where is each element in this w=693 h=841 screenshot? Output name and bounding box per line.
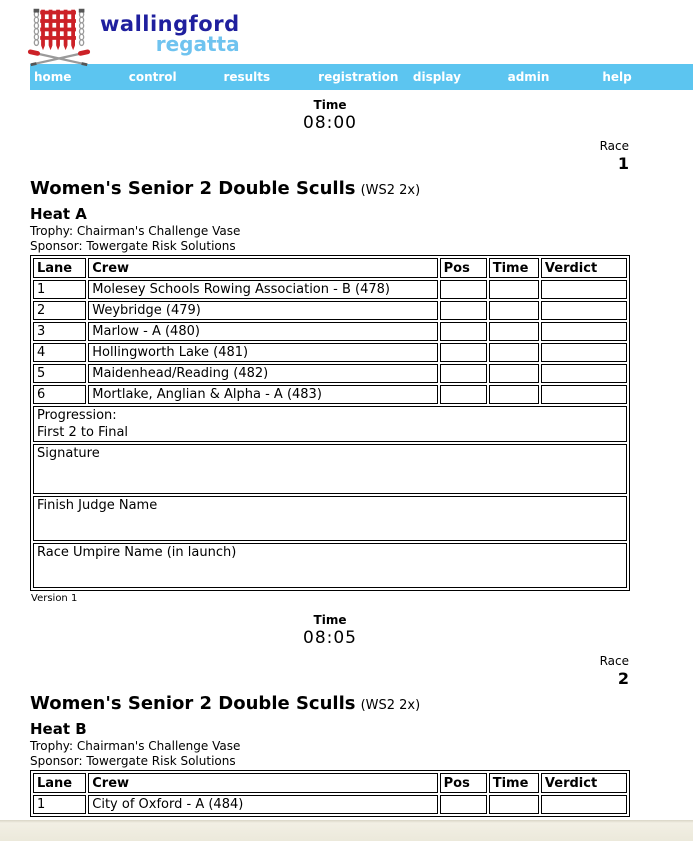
finish-judge-cell: Finish Judge Name (33, 496, 627, 541)
entries-table (30, 770, 630, 817)
heat-title: Heat A (30, 205, 87, 223)
finish-judge-row (33, 496, 627, 541)
verdict-cell (541, 301, 627, 320)
sponsor-line: Sponsor: Towergate Risk Solutions (30, 753, 236, 768)
page-header (0, 0, 693, 64)
time-value: 08:00 (303, 113, 357, 133)
time-cell (489, 795, 539, 814)
time-value: 08:05 (303, 628, 357, 648)
time-cell (489, 280, 539, 299)
signature-row (33, 444, 627, 494)
verdict-cell (541, 343, 627, 362)
table-row (33, 322, 627, 341)
col-header-lane: Lane (33, 258, 86, 278)
col-header-lane: Lane (33, 773, 86, 793)
table-header-row (33, 773, 627, 793)
race-block (30, 139, 630, 173)
table-row (33, 795, 627, 814)
race-section-1 (30, 98, 630, 605)
lane-cell: 3 (33, 322, 86, 341)
crew-cell: Mortlake, Anglian & Alpha - A (483) (88, 385, 437, 404)
race-label: Race (599, 139, 629, 153)
navbar (30, 64, 693, 90)
lane-cell: 4 (33, 343, 86, 362)
nav-item-control[interactable]: control (128, 70, 177, 84)
time-cell (489, 364, 539, 383)
col-header-crew: Crew (88, 258, 437, 278)
nav-item-help[interactable]: help (602, 70, 632, 84)
progression-cell (33, 406, 627, 442)
event-line (30, 178, 630, 202)
entries-table (30, 255, 630, 591)
crew-cell: City of Oxford - A (484) (88, 795, 437, 814)
verdict-cell (541, 364, 627, 383)
time-cell (489, 301, 539, 320)
event-line (30, 693, 630, 717)
version-note: Version 1 (31, 593, 78, 604)
col-header-verdict: Verdict (541, 258, 627, 278)
time-cell (489, 322, 539, 341)
race-section-2 (30, 613, 630, 817)
signature-cell: Signature (33, 444, 627, 494)
time-label: Time (313, 98, 347, 112)
table-row (33, 385, 627, 404)
lane-cell: 1 (33, 795, 86, 814)
crew-cell: Molesey Schools Rowing Association - B (478) (88, 280, 437, 299)
time-label: Time (313, 613, 347, 627)
crew-cell: Weybridge (479) (88, 301, 437, 320)
trophy-line: Trophy: Chairman's Challenge Vase (30, 224, 241, 238)
lane-cell: 6 (33, 385, 86, 404)
race-block (30, 654, 630, 688)
pos-cell (440, 301, 487, 320)
lane-cell: 5 (33, 364, 86, 383)
wallingford-regatta-logo[interactable] (27, 6, 240, 72)
verdict-cell (541, 385, 627, 404)
crew-cell: Marlow - A (480) (88, 322, 437, 341)
table-row (33, 280, 627, 299)
table-row (33, 301, 627, 320)
col-header-verdict: Verdict (541, 773, 627, 793)
race-umpire-row (33, 543, 627, 588)
verdict-cell (541, 322, 627, 341)
verdict-cell (541, 795, 627, 814)
nav-item-admin[interactable]: admin (507, 70, 550, 84)
col-header-time: Time (489, 773, 539, 793)
pos-cell (440, 795, 487, 814)
time-block (30, 98, 630, 134)
time-cell (489, 385, 539, 404)
portcullis-oars-icon (27, 6, 91, 72)
time-block (30, 613, 630, 649)
lane-cell: 2 (33, 301, 86, 320)
pos-cell (440, 364, 487, 383)
sponsor-line: Sponsor: Towergate Risk Solutions (30, 238, 236, 253)
nav-item-home[interactable]: home (34, 70, 72, 84)
event-code: (WS2 2x) (360, 183, 421, 198)
pos-cell (440, 280, 487, 299)
col-header-pos: Pos (440, 258, 487, 278)
event-title: Women's Senior 2 Double Sculls (30, 178, 356, 199)
logo-text (100, 6, 240, 54)
crew-cell: Maidenhead/Reading (482) (88, 364, 437, 383)
logo-subtitle: regatta (155, 32, 240, 56)
lane-cell: 1 (33, 280, 86, 299)
pos-cell (440, 322, 487, 341)
progression-row (33, 406, 627, 442)
event-title: Women's Senior 2 Double Sculls (30, 693, 356, 714)
race-number: 2 (617, 669, 629, 688)
progression-label: Progression: (37, 408, 117, 423)
col-header-time: Time (489, 258, 539, 278)
table-row (33, 343, 627, 362)
heat-title: Heat B (30, 720, 87, 738)
logo-title: wallingford (100, 12, 240, 36)
col-header-crew: Crew (88, 773, 437, 793)
crew-cell: Hollingworth Lake (481) (88, 343, 437, 362)
pos-cell (440, 385, 487, 404)
time-cell (489, 343, 539, 362)
col-header-pos: Pos (440, 773, 487, 793)
verdict-cell (541, 280, 627, 299)
table-row (33, 364, 627, 383)
trophy-line: Trophy: Chairman's Challenge Vase (30, 739, 241, 753)
nav-item-registration[interactable]: registration (318, 70, 399, 84)
race-label: Race (599, 654, 629, 668)
event-code: (WS2 2x) (360, 698, 421, 713)
nav-item-results[interactable]: results (223, 70, 271, 84)
pos-cell (440, 343, 487, 362)
table-header-row (33, 258, 627, 278)
race-sheets (30, 98, 630, 817)
bottom-bar (0, 820, 693, 841)
progression-value: First 2 to Final (37, 425, 129, 440)
race-umpire-cell: Race Umpire Name (in launch) (33, 543, 627, 588)
nav-item-display[interactable]: display (412, 70, 461, 84)
race-number: 1 (617, 154, 629, 173)
